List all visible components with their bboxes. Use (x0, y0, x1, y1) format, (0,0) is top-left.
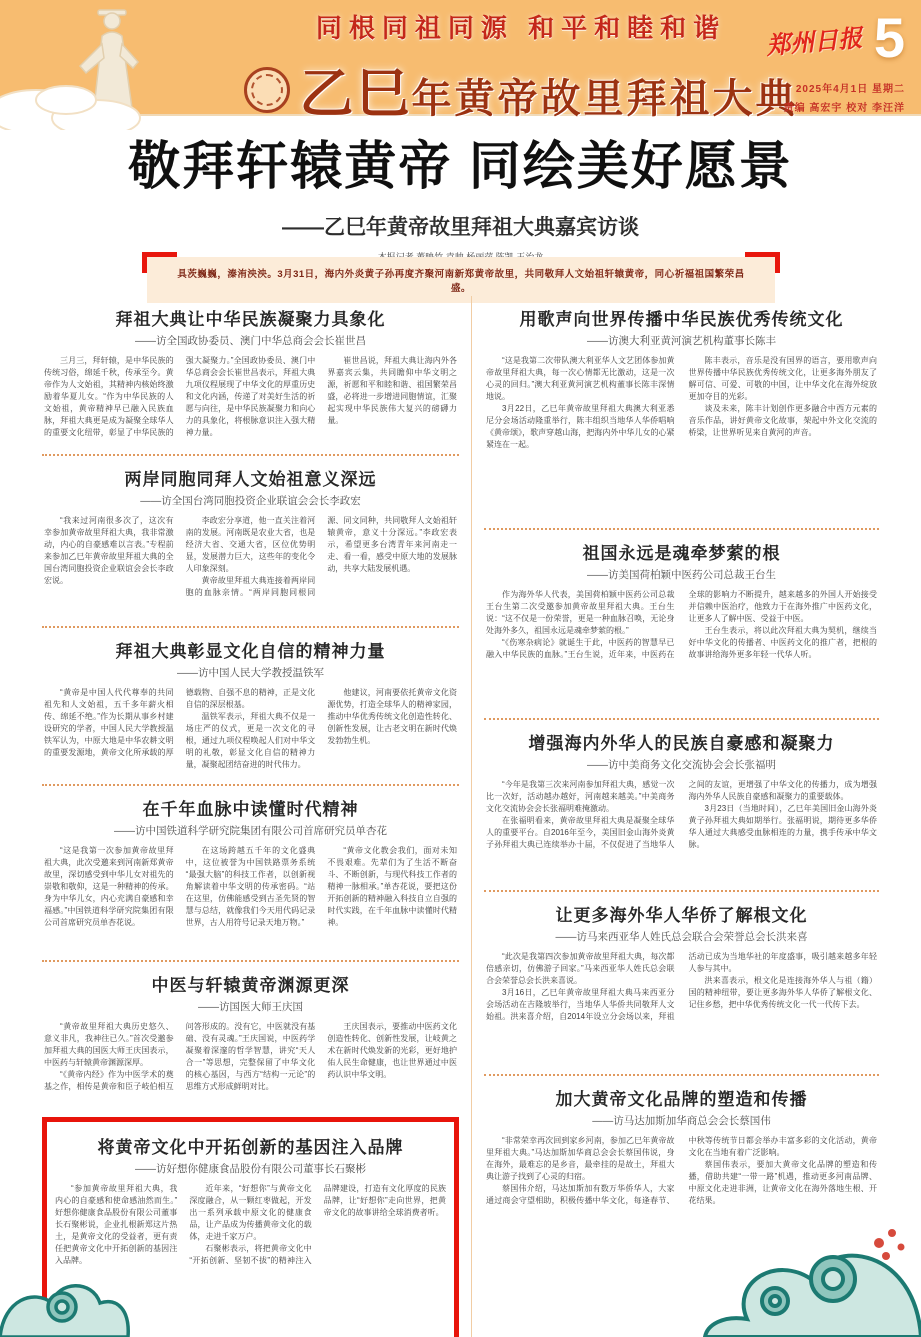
article-li-zhenghong (42, 454, 459, 626)
article-wang-taisheng (484, 528, 879, 718)
paragraph: 陈丰表示，音乐是没有国界的语言，要用歌声向世界传播中华民族优秀传统文化，让更多海外朋友了解可信、可爱、可敬的中国，让中华文化在海外绽放更加夺目的光彩。 (688, 356, 877, 401)
article-zhang-fuming (484, 718, 879, 890)
article-subtitle: ——访澳大利亚黄河演艺机构董事长陈丰 (587, 335, 776, 347)
main-headline: 敬拜轩辕黄帝 同绘美好愿景 (128, 138, 793, 196)
date-line: 2025年4月1日 星期二 (795, 84, 905, 95)
paragraph: 蔡国伟介绍，马达加斯加有数万华侨华人，大家通过商会守望相助，积极传播中华文化，每逢春节、中秋等传统节日都会举办丰富多彩的文化活动，黄帝文化在当地有着广泛影响。 (486, 1136, 877, 1205)
article-body (486, 589, 877, 661)
paragraph: “此次是我第四次参加黄帝故里拜祖大典，每次都倍感亲切，仿佛游子回家。”马来西亚华人姓氏总会联合会荣誉总会长洪来喜说。 (486, 952, 675, 985)
paragraph: 洪来喜表示，根文化是连接海外华人与祖（籍）国的精神纽带，要让更多海外华人华侨了解根文化、记住乡愁，把中华优秀传统文化一代一代传下去。 (688, 976, 877, 1009)
article-headline: 让更多海外华人华侨了解根文化 (555, 906, 808, 925)
article-subtitle: ——访中国铁道科学研究院集团有限公司首席研究员单杏花 (114, 825, 387, 837)
paragraph: 三月三，拜轩辕，是中华民族的传统习俗，绵延千秋，传承至今。黄帝作为人文始祖，其精神内核始终激励着华夏儿女。“作为中华民族的人文始祖，黄帝精神早已融入民族血脉，拜祖大典更是成为凝聚全球华人的重要文化纽带，彰显了中华民族的强大凝聚力。”全国政协委员、澳门中华总商会会长崔世昌表示，拜祖大典九项仪程展现了中华文化的厚重历史和文化内涵，传递了对美好生活的祈愿与向往，是中华民族凝聚力和向心力的具象化，将根脉意识注入强大精神力量。 (44, 356, 316, 437)
article-headline: 两岸同胞同拜人文始祖意义深远 (124, 470, 377, 489)
paragraph: 崔世昌说，拜祖大典让海内外各界嘉宾云集，共同瞻仰中华文明之源，祈愿和平和睦和谐、祖国繁荣昌盛，必将进一步增进同胞情谊，汇聚起实现中华民族伟大复兴的磅礴力量。 (327, 356, 457, 425)
paragraph: 谈及未来，陈丰计划创作更多融合中西方元素的音乐作品，讲好黄帝文化故事，架起中外文化交流的桥梁，让世界听见来自黄河的声音。 (688, 404, 877, 437)
article-shan-xinghua (42, 784, 459, 960)
article-body (44, 1021, 457, 1093)
paragraph: “非常荣幸再次回到家乡河南，参加乙巳年黄帝故里拜祖大典。”马达加斯加华商总会会长蔡国伟说，身在海外，最难忘的是乡音，最牵挂的是故土，拜祖大典让游子找到了心灵的归宿。 (486, 1136, 675, 1181)
intro-box: 具茨巍巍，溱洧泱泱。3月31日，海内外炎黄子孙再度齐聚河南新郑黄帝故里，共同敬拜人文始祖轩辕黄帝，同心祈福祖国繁荣昌盛。 (147, 257, 775, 303)
article-body (44, 355, 457, 439)
paragraph: 3月22日，乙巳年黄帝故里拜祖大典澳大利亚悉尼分会场活动隆重举行，陈丰组织当地华人华侨唱响《黄帝颂》，歌声穿越山海，把海内外中华儿女的心紧紧连在一起。 (486, 404, 675, 449)
article-subtitle: ——访国医大师王庆国 (198, 1001, 303, 1013)
banner-cloud-decoration (0, 66, 186, 130)
article-subtitle: ——访全国台湾同胞投资企业联谊会会长李政宏 (140, 495, 361, 507)
paragraph: “黄帝故里拜祖大典历史悠久、意义非凡，我神往已久。”首次受邀参加拜祖大典的国医大师王庆国表示，中医药与轩辕黄帝渊源深厚。 (44, 1022, 174, 1067)
article-body (486, 951, 877, 1023)
article-subtitle: ——访中国人民大学教授温铁军 (177, 667, 324, 679)
paragraph: “这是我第一次参加黄帝故里拜祖大典，此次受邀来到河南新郑黄帝故里，深切感受到中华儿女对祖先的崇敬和敬仰，这是一种精神的传承。身为中华儿女，内心充满自豪感和幸福感。”中国铁道科学研究院集团有限公司首席研究员单杏花说。 (44, 846, 174, 927)
paragraph: 近年来，“好想你”与黄帝文化深度融合，从一颗红枣做起，开发出一系列承载中原文化的健康食品，让产品成为传播黄帝文化的载体，走进千家万户。 (189, 1184, 312, 1241)
paragraph: 3月16日，乙巳年黄帝故里拜祖大典马来西亚分会场活动在吉隆坡举行，当地华人华侨共同敬拜人文始祖。洪来喜介绍，自2014年设立分会场以来，拜祖活动已成为当地华社的年度盛事，吸引越来越多年轻人参与其中。 (486, 952, 877, 1021)
article-wang-qingguo (42, 960, 459, 1112)
paragraph: 3月23日（当地时间），乙巳年美国旧金山海外炎黄子孙拜祖大典如期举行。张福明说，期待更多华侨华人通过大典感受血脉相连的力量，携手传承中华文脉。 (688, 804, 877, 849)
paragraph: 在张福明看来，黄帝故里拜祖大典是凝聚全球华人的重要平台。自2016年至今，美国旧金山海外炎黄子孙拜祖大典已连续举办十届，不仅促进了当地华人之间的友谊，更增强了中华文化的传播力，成为增强海内外华人民族自豪感和凝聚力的重要载体。 (486, 780, 877, 849)
article-headline: 拜祖大典让中华民族凝聚力具象化 (115, 310, 386, 329)
credits-line: 责编 高宏宇 校对 李汪洋 (783, 103, 905, 114)
left-column-group (42, 296, 472, 1337)
article-subtitle: ——访全国政协委员、澳门中华总商会会长崔世昌 (135, 335, 366, 347)
cloud-decoration-left (0, 1241, 132, 1337)
paragraph: “这是我第二次带队澳大利亚华人文艺团体参加黄帝故里拜祖大典，每一次心情都无比激动，这是一次心灵的回归。”澳大利亚黄河演艺机构董事长陈丰深情地说。 (486, 356, 675, 401)
article-headline: 将黄帝文化中开拓创新的基因注入品牌 (97, 1138, 404, 1157)
paragraph: 温铁军表示，拜祖大典不仅是一场庄严的仪式，更是一次文化的寻根，通过九项仪程唤起人们对中华文明的礼敬，彰显文化自信的精神力量，凝聚起团结奋进的时代伟力。 (185, 712, 316, 769)
article-hong-laixi (484, 890, 879, 1074)
article-subtitle: ——访好想你健康食品股份有限公司董事长石聚彬 (135, 1163, 366, 1175)
article-subtitle: ——访美国荷柏颖中医药公司总裁王台生 (587, 569, 776, 581)
article-headline: 用歌声向世界传播中华民族优秀传统文化 (519, 310, 844, 329)
banner-right (735, 6, 905, 114)
paragraph: 石聚彬表示，将把黄帝文化中“开拓创新、坚韧不拔”的精神注入品牌建设，打造有文化厚度的民族品牌，让“好想你”走向世界，把黄帝文化的故事讲给全球消费者听。 (189, 1184, 446, 1265)
article-body (44, 687, 457, 771)
paragraph: “今年是我第三次来河南参加拜祖大典，感觉一次比一次好，活动越办越好，河南越来越美。”中美商务文化交流协会会长张福明难掩激动。 (486, 780, 675, 813)
paragraph: “黄帝文化教会我们，面对未知不畏艰难。先辈们为了生活不断奋斗、不断创新，与现代科技工作者的精神一脉相承。”单杏花说，要把这份开拓创新的精神融入科技自立自强的时代实践，在千年血脉中读懂时代精神。 (327, 846, 457, 927)
paragraph: 王台生表示，将以此次拜祖大典为契机，继续当好中华文化的传播者、中医药文化的推广者，把根的故事讲给海外更多年轻一代华人听。 (688, 626, 877, 659)
paragraph: 李政宏分享道，他一直关注着河南的发展。河南既是农业大省，也是经济大省、交通大省，区位优势明显，发展潜力巨大，这些年的变化令人印象深刻。 (185, 516, 316, 573)
paragraph: “我来过河南很多次了，这次有幸参加黄帝故里拜祖大典，我非常激动，内心的自豪感难以言表。”专程前来参加乙巳年黄帝故里拜祖大典的全国台湾同胞投资企业联谊会会长李政宏说。 (44, 516, 174, 585)
article-subtitle: ——访马来西亚华人姓氏总会联合会荣誉总会长洪来喜 (555, 931, 808, 943)
article-chen-feng (484, 296, 879, 528)
newspaper-logo: 郑州日报 (765, 25, 864, 61)
main-subtitle: ——乙巳年黄帝故里拜祖大典嘉宾访谈 (282, 216, 639, 239)
article-subtitle: ——访马达加斯加华商总会会长蔡国伟 (592, 1115, 771, 1127)
banner-slogan: 同根同祖同源 和平和睦和谐 (315, 13, 727, 43)
paragraph: 作为海外华人代表，美国荷柏颖中医药公司总裁王台生第二次受邀参加黄帝故里拜祖大典。王台生说：“这不仅是一份荣誉，更是一种血脉召唤，无论身处海外多久，祖国永远是魂牵梦萦的根。” (486, 590, 675, 635)
ceremony-seal-icon (244, 67, 290, 113)
paragraph: 黄帝故里拜祖大典连接着两岸同胞的血脉亲情。“两岸同胞同根同源、同文同种，共同敬拜人文始祖轩辕黄帝，意义十分深远。”李政宏表示，希望更多台湾青年来河南走一走、看一看，感受中原大地的发展脉动，共享大陆发展机遇。 (185, 516, 457, 597)
article-headline: 在千年血脉中读懂时代精神 (142, 800, 359, 819)
masthead (0, 124, 921, 263)
paragraph: 王庆国表示，要推动中医药文化创造性转化、创新性发展，让岐黄之术在新时代焕发新的光彩，更好地护佑人民生命健康，也让世界通过中医药认识中华文明。 (327, 1022, 457, 1079)
article-body (486, 779, 877, 851)
article-body (44, 845, 457, 929)
paragraph: 在这场跨越五千年的文化盛典中，这位被誉为中国铁路票务系统“最强大脑”的科技工作者，以创新视角解读着中华文明的传承密码。“站在这里，仿佛能感受到古圣先贤的智慧与总结，就像我们今天用代码记录世界，古人用符号记录天地万物。” (185, 846, 316, 927)
article-wen-tiejun (42, 626, 459, 784)
cloud-decoration-right (683, 1179, 921, 1337)
article-body (486, 355, 877, 451)
banner-titles (256, 8, 799, 128)
paragraph: 蔡国伟表示，要加大黄帝文化品牌的塑造和传播，借助共建“一带一路”机遇，推动更多河南品牌、中原文化走进非洲，让黄帝文化在海外落地生根、开花结果。 (688, 1160, 877, 1205)
paragraph: “《黄帝内经》作为中医学术的奠基之作，相传是黄帝和臣子岐伯相互问答形成的。没有它，中医就没有基础、没有灵魂。”王庆国说，中医药学凝聚着深邃的哲学智慧，讲究“天人合一”等思想，完整保留了中华文化的核心基因，与西方“结构一元论”的思维方式形成鲜明对比。 (44, 1022, 316, 1091)
paragraph: “黄帝是中国人代代尊奉的共同祖先和人文始祖，五千多年薪火相传、绵延不绝。”作为长期从事乡村建设研究的学者，中国人民大学教授温铁军认为，中原大地是中华农耕文明的重要发源地，黄帝文化所承载的厚德载物、自强不息的精神，正是文化自信的深层根基。 (44, 688, 316, 757)
page-number: 5 (873, 6, 905, 69)
article-headline: 拜祖大典彰显文化自信的精神力量 (115, 642, 386, 661)
article-headline: 祖国永远是魂牵梦萦的根 (582, 544, 781, 563)
article-headline: 中医与轩辕黄帝渊源更深 (151, 976, 350, 995)
article-body (44, 515, 457, 599)
article-cui-shichang (42, 296, 459, 454)
paragraph: “《伤寒杂病论》就诞生于此，中医药的智慧早已融入中华民族的血脉。”王台生说，近年来，中医药在全球的影响力不断提升，越来越多的外国人开始接受并信赖中医治疗，他致力于在海外推广中医药文化，让更多人了解中医、受益于中医。 (486, 590, 877, 659)
article-headline: 加大黄帝文化品牌的塑造和传播 (555, 1090, 808, 1109)
paragraph: 他建议，河南要依托黄帝文化资源优势，打造全球华人的精神家园，推动中华优秀传统文化创造性转化、创新性发展，让古老文明在新时代焕发勃勃生机。 (327, 688, 457, 745)
page-banner (0, 0, 921, 124)
article-subtitle: ——访中美商务文化交流协会会长张福明 (587, 759, 776, 771)
event-title: 乙巳年黄帝故里拜祖大典 (299, 64, 799, 124)
article-headline: 增强海内外华人的民族自豪感和凝聚力 (528, 734, 835, 753)
paragraph: “参加黄帝故里拜祖大典，我内心的自豪感和使命感油然而生。”好想你健康食品股份有限公司董事长石聚彬说，企业扎根新郑这片热土，是黄帝文化的受益者，更有责任把黄帝文化中开拓创新的基因注入品牌。 (55, 1184, 178, 1265)
